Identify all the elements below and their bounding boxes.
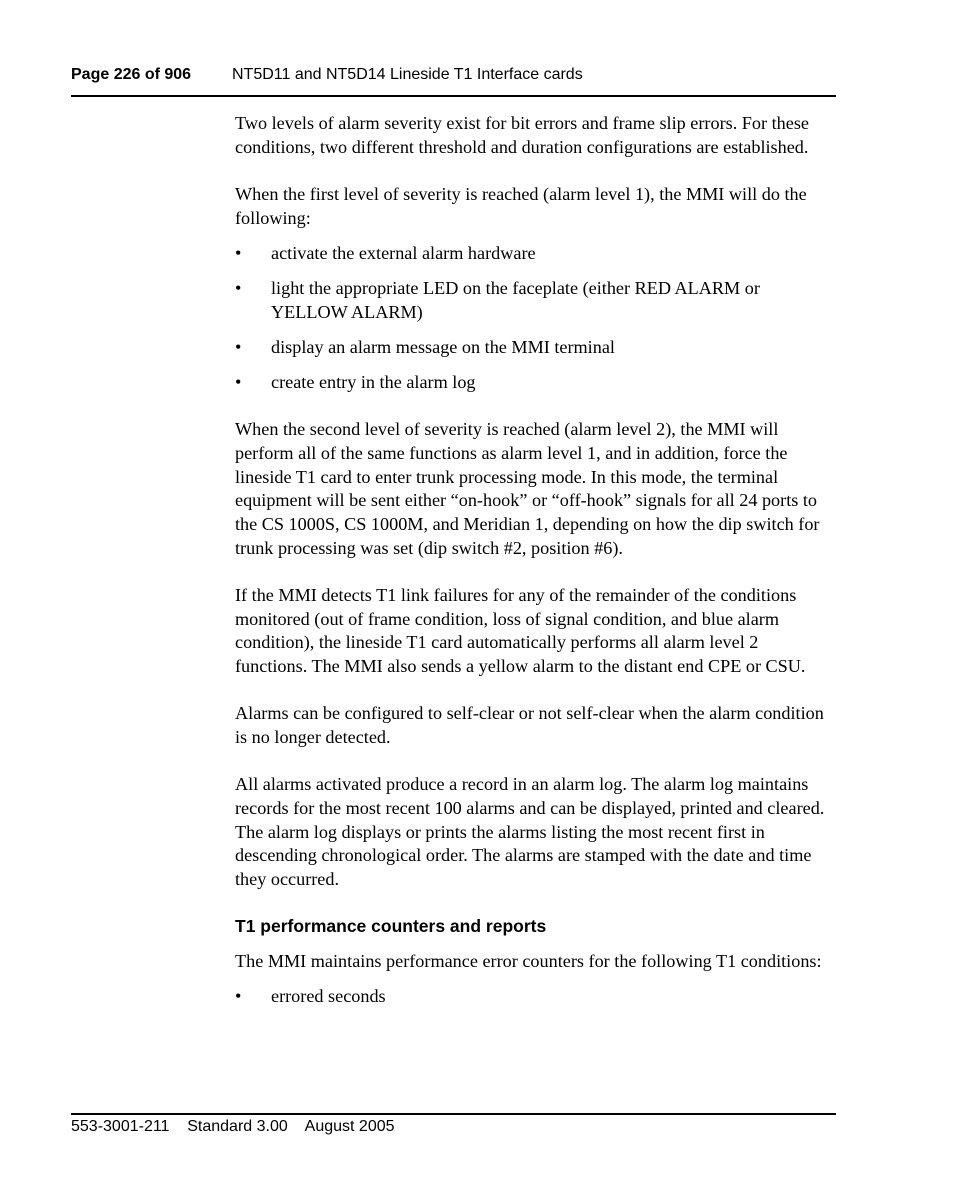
page-header <box>71 66 835 84</box>
main-content <box>235 112 835 1033</box>
paragraph-alarm-severity: Two levels of alarm severity exist for bit errors and frame slip errors. For these conditions, two different threshold and duration configurations are established. <box>235 113 809 157</box>
bullet-icon: • <box>235 242 242 263</box>
paragraph-alarm-log: All alarms activated produce a record in an alarm log. The alarm log maintains records for the most recent 100 alarms and can be displayed, printed and cleared. The alarm log displays or prints the alarms listing the most recent first in descending chronological order. The alarms are stamped with the date and time they occurred. <box>235 774 825 890</box>
page-footer <box>71 1118 395 1136</box>
document-date: August 2005 <box>304 1118 395 1135</box>
footer-rule <box>71 1113 836 1115</box>
header-rule <box>71 95 836 97</box>
performance-counters-list <box>235 985 835 1009</box>
list-item: • light the appropriate LED on the faceplate (either RED ALARM or YELLOW ALARM) <box>235 278 760 322</box>
list-item: • errored seconds <box>235 985 835 1009</box>
paragraph-alarm-level-2: When the second level of severity is reached (alarm level 2), the MMI will perform all of the same functions as alarm level 1, and in addition, force the lineside T1 card to enter trunk processing mode. In this mode, the terminal equipment will be sent either “on-hook” or “off-hook” signals for all 24 ports to the CS 1000S, CS 1000M, and Meridian 1, depending on how the dip switch for trunk processing was set (dip switch #2, position #6). <box>235 419 820 558</box>
bullet-icon: • <box>235 278 242 299</box>
list-item: • display an alarm message on the MMI terminal <box>235 336 835 360</box>
list-item: • create entry in the alarm log <box>235 371 835 395</box>
paragraph-self-clear: Alarms can be configured to self-clear or not self-clear when the alarm condition is no longer detected. <box>235 703 824 748</box>
bullet-icon: • <box>235 986 242 1007</box>
document-standard: Standard 3.00 <box>187 1118 288 1135</box>
paragraph-alarm-level-1: When the first level of severity is reached (alarm level 1), the MMI will do the following: <box>235 183 807 228</box>
page-number: Page 226 of 906 <box>71 66 192 83</box>
paragraph-link-failures: If the MMI detects T1 link failures for any of the remainder of the conditions monitored (out of frame condition, loss of signal condition, and blue alarm condition), the lineside T1 card automatically performs all alarm level 2 functions. The MMI also sends a yellow alarm to the distant end CPE or CSU. <box>235 585 806 677</box>
document-number: 553-3001-211 <box>71 1118 170 1135</box>
bullet-icon: • <box>235 372 242 393</box>
document-title: NT5D11 and NT5D14 Lineside T1 Interface cards <box>232 66 583 83</box>
list-item: • activate the external alarm hardware <box>235 242 835 266</box>
section-heading: T1 performance counters and reports <box>235 916 547 937</box>
paragraph-performance-counters: The MMI maintains performance error counters for the following T1 conditions: <box>235 951 822 972</box>
alarm-level-1-list <box>235 242 835 395</box>
bullet-icon: • <box>235 336 242 357</box>
